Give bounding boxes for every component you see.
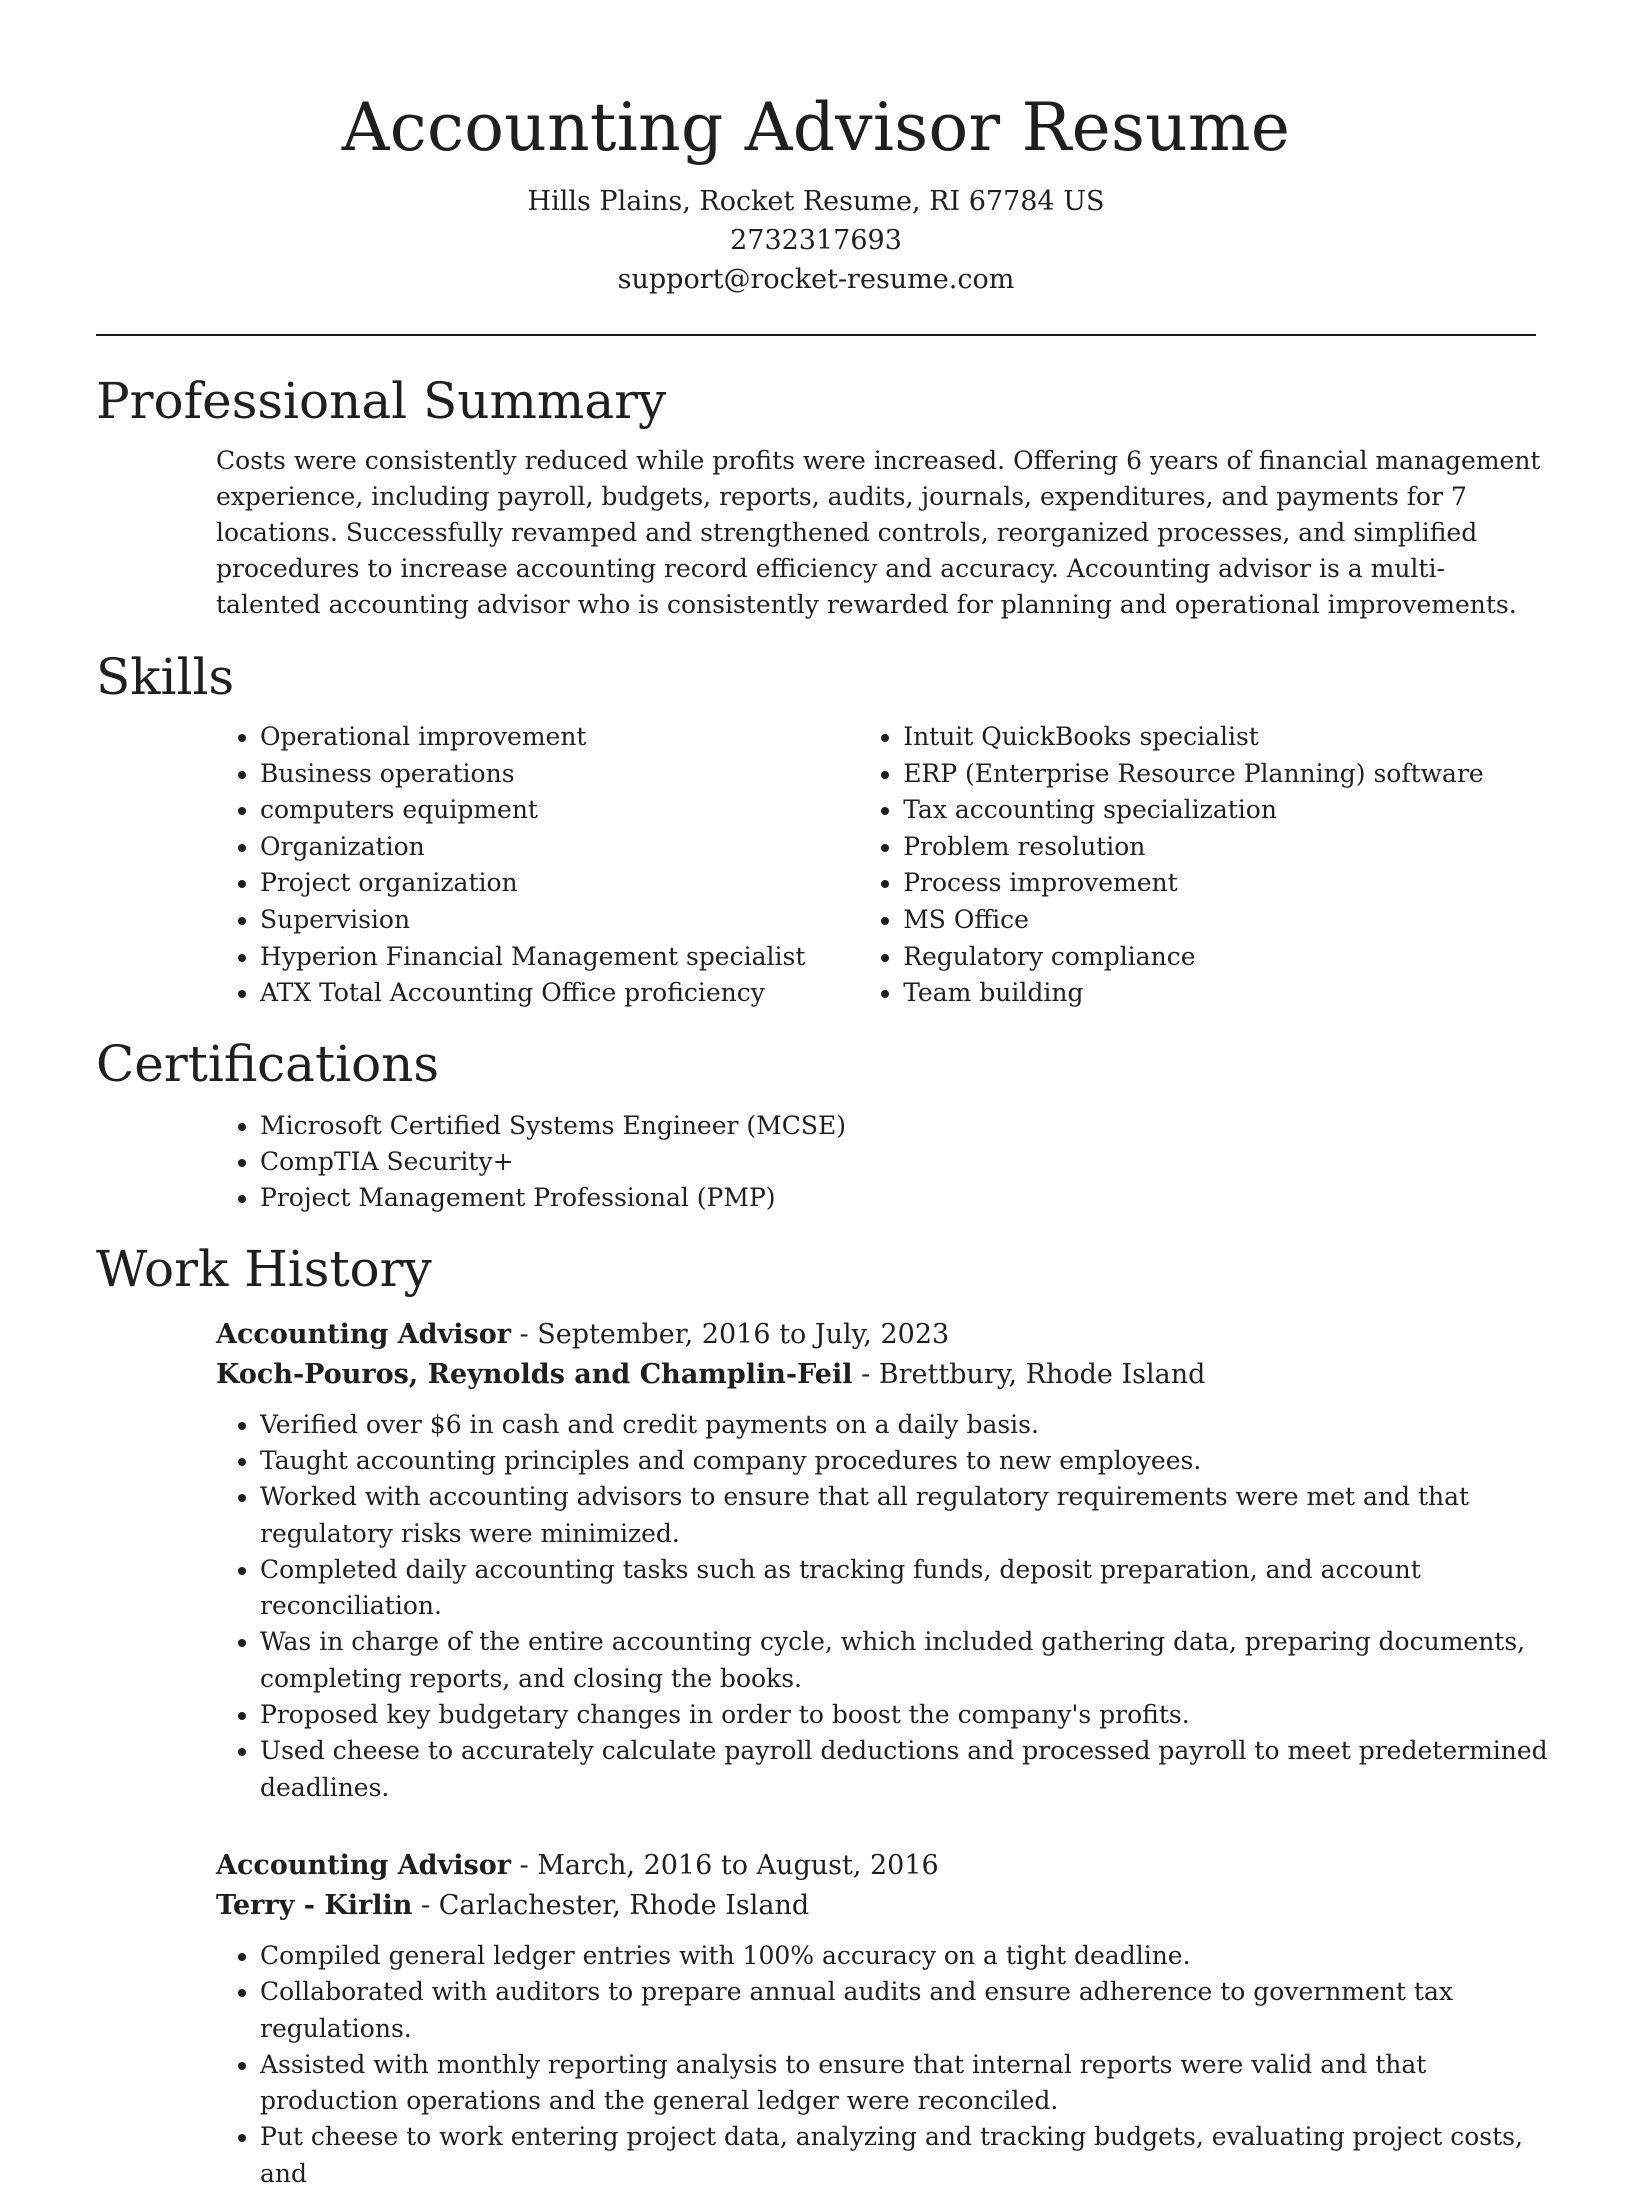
skill-item: • Team building xyxy=(903,975,1536,1012)
job-bullet: • Worked with accounting advisors to ensure that all regulatory requirements were met and that regulatory risks were minimized. xyxy=(260,1479,1550,1552)
job-bullet: • Was in charge of the entire accounting cycle, which included gathering data, preparing documents, completing reports, and closing the books. xyxy=(260,1624,1550,1697)
job-bullet: • Completed daily accounting tasks such as tracking funds, deposit preparation, and account reconciliation. xyxy=(260,1552,1550,1625)
work-history-heading: Work History xyxy=(96,1239,432,1298)
skill-item: • Business operations xyxy=(260,756,859,793)
skill-item: • Tax accounting specialization xyxy=(903,792,1536,829)
job-company-line xyxy=(216,1886,1536,1926)
skills-list-left xyxy=(216,719,859,1012)
job-bullet: • Put cheese to work entering project data, analyzing and tracking budgets, evaluating project costs, and xyxy=(260,2119,1550,2192)
skills-grid xyxy=(216,719,1536,1012)
skill-item: • Problem resolution xyxy=(903,829,1536,866)
skills-heading: Skills xyxy=(96,648,235,706)
job-entry xyxy=(216,1315,1548,1806)
job-dates: - March, 2016 to August, 2016 xyxy=(510,1849,939,1881)
contact-email: support@rocket-resume.com xyxy=(617,264,1015,295)
job-location: - Carlachester, Rhode Island xyxy=(412,1889,810,1921)
job-company: Terry - Kirlin xyxy=(216,1889,413,1921)
job-bullet: • Taught accounting principles and company procedures to new employees. xyxy=(260,1443,1550,1479)
skill-item: • computers equipment xyxy=(260,792,859,829)
skill-item: • Intuit QuickBooks specialist xyxy=(903,719,1536,756)
job-bullets xyxy=(216,1938,1550,2192)
job-title-line xyxy=(216,1846,1536,1886)
contact-block xyxy=(96,182,1536,299)
contact-phone: 2732317693 xyxy=(730,225,902,256)
skill-item: • Process improvement xyxy=(903,865,1536,902)
certifications-list xyxy=(216,1108,1550,1217)
job-company: Koch-Pouros, Reynolds and Champlin-Feil xyxy=(216,1358,853,1390)
job-title: Accounting Advisor xyxy=(216,1318,511,1350)
skill-item: • MS Office xyxy=(903,902,1536,939)
skill-item: • Operational improvement xyxy=(260,719,859,756)
skill-item: • Organization xyxy=(260,829,859,866)
skill-item: • Hyperion Financial Management specialist xyxy=(260,939,859,976)
skills-list-right xyxy=(859,719,1536,1012)
certifications-heading: Certifications xyxy=(96,1034,440,1093)
resume-title: Accounting Advisor Resume xyxy=(341,89,1291,166)
job-dates: - September, 2016 to July, 2023 xyxy=(510,1318,950,1350)
header-divider xyxy=(96,334,1536,336)
summary-heading: Professional Summary xyxy=(96,372,667,430)
resume-page xyxy=(96,0,1548,2192)
job-location: - Brettbury, Rhode Island xyxy=(852,1358,1206,1390)
job-bullet: • Collaborated with auditors to prepare annual audits and ensure adherence to government tax regulations. xyxy=(260,1974,1550,2047)
certification-item: • CompTIA Security+ xyxy=(260,1144,1550,1180)
job-title-line xyxy=(216,1315,1536,1355)
job-bullets xyxy=(216,1407,1550,1806)
job-bullet: • Assisted with monthly reporting analysis to ensure that internal reports were valid and that production operations and the general ledger were reconciled. xyxy=(260,2047,1550,2120)
job-bullet: • Verified over $6 in cash and credit payments on a daily basis. xyxy=(260,1407,1550,1443)
certification-item: • Microsoft Certified Systems Engineer (MCSE) xyxy=(260,1108,1550,1144)
skill-item: • Project organization xyxy=(260,865,859,902)
job-bullet: • Compiled general ledger entries with 100% accuracy on a tight deadline. xyxy=(260,1938,1550,1974)
job-title: Accounting Advisor xyxy=(216,1849,511,1881)
skill-item: • ERP (Enterprise Resource Planning) software xyxy=(903,756,1536,793)
skill-item: • Regulatory compliance xyxy=(903,939,1536,976)
job-bullet: • Used cheese to accurately calculate payroll deductions and processed payroll to meet predetermined deadlines. xyxy=(260,1733,1550,1806)
skill-item: • Supervision xyxy=(260,902,859,939)
job-entry xyxy=(216,1846,1536,2192)
contact-address: Hills Plains, Rocket Resume, RI 67784 US xyxy=(527,186,1105,217)
job-company-line xyxy=(216,1355,1536,1395)
skill-item: • ATX Total Accounting Office proficiency xyxy=(260,975,859,1012)
certification-item: • Project Management Professional (PMP) xyxy=(260,1180,1550,1216)
job-bullet: • Proposed key budgetary changes in order to boost the company's profits. xyxy=(260,1697,1550,1733)
summary-text: Costs were consistently reduced while profits were increased. Offering 6 years of financial management experience, including payroll, budgets, reports, audits, journals, expenditures, and payments for 7 locations. Successfully revamped and strengthened controls, reorganized processes, and simplified procedures to increase accounting record efficiency and accuracy. Accounting advisor is a multi-talented accounting advisor who is consistently rewarded for planning and operational improvements. xyxy=(216,446,1541,619)
